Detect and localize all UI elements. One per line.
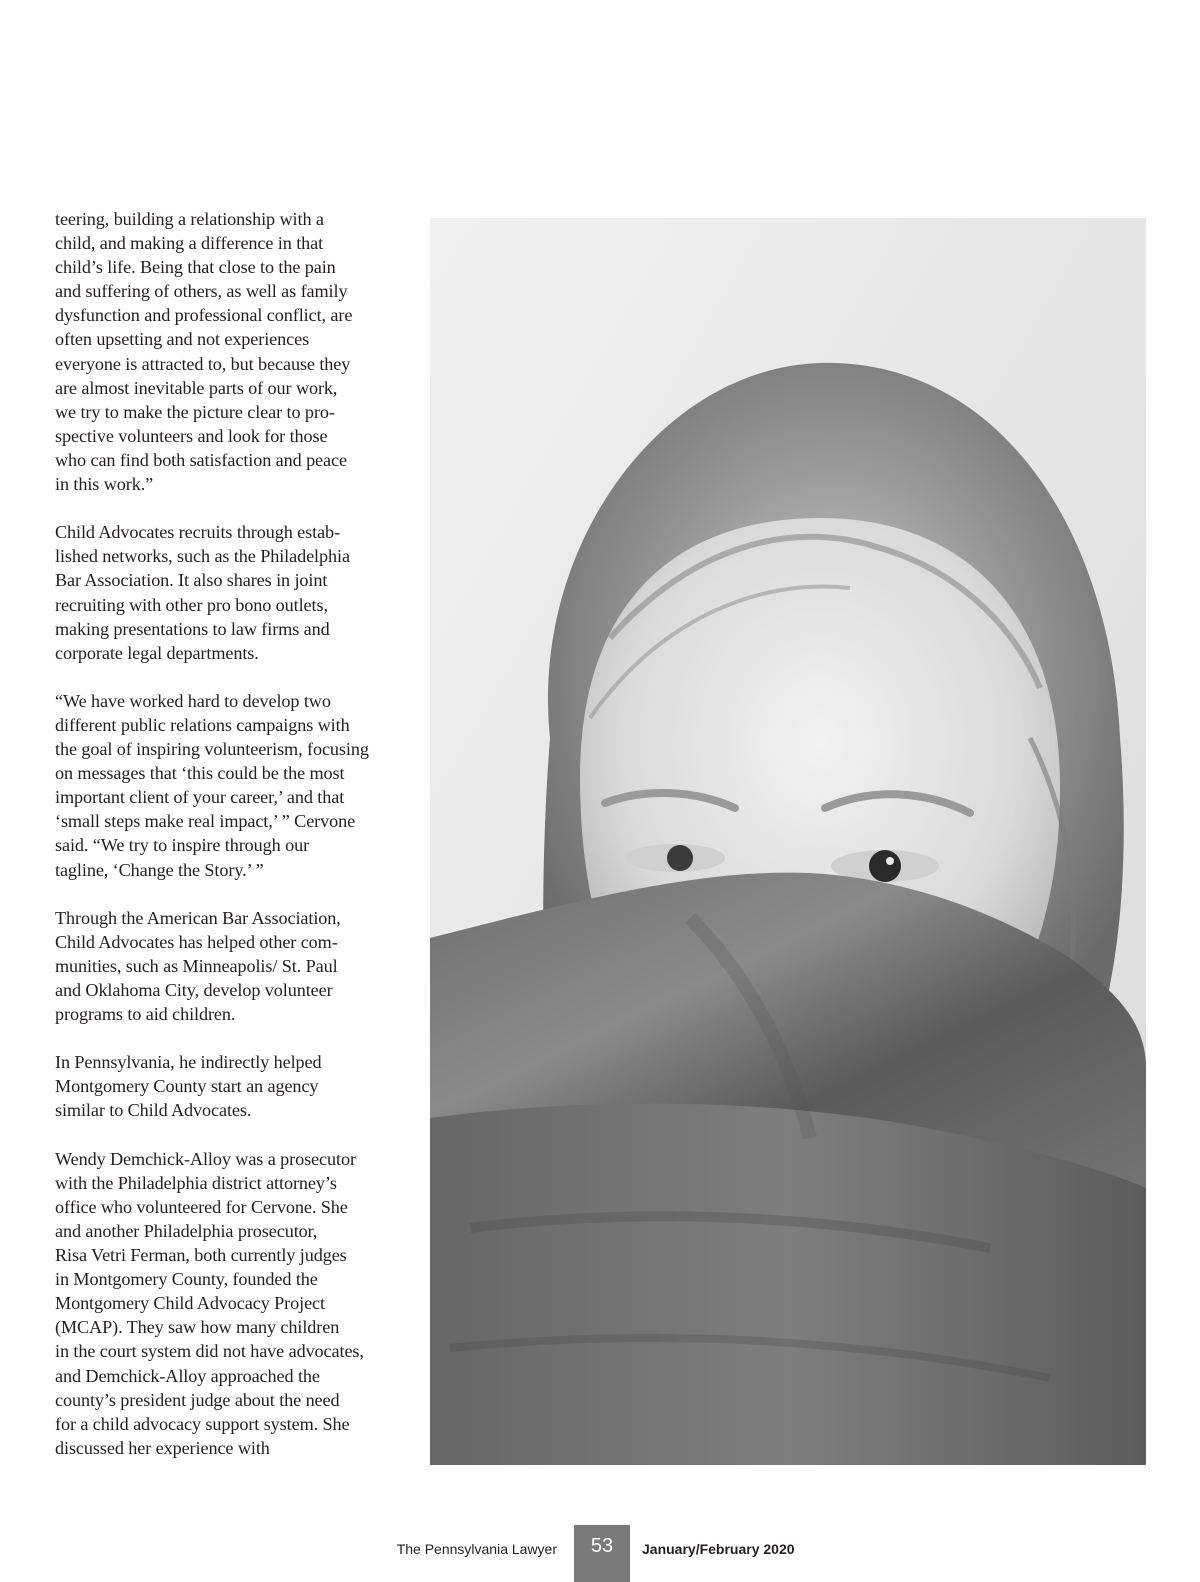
text-line: with the Philadelphia district attorney’s [55, 1172, 337, 1193]
text-line: making presentations to law firms and [55, 618, 330, 639]
article-paragraph-1 [55, 207, 400, 496]
text-line: are almost inevitable parts of our work, [55, 377, 338, 398]
child-portrait-photo [430, 218, 1146, 1465]
article-paragraph-4 [55, 906, 400, 1026]
text-line: teering, building a relationship with a [55, 209, 324, 229]
text-line: and another Philadelphia prosecutor, [55, 1220, 318, 1241]
text-line: important client of your career,’ and that [55, 787, 345, 808]
text-line: (MCAP). They saw how many children [55, 1317, 340, 1338]
article-paragraph-2 [55, 520, 400, 665]
article-paragraph-3 [55, 689, 400, 882]
text-line: everyone is attracted to, but because they [55, 353, 351, 374]
text-line: spective volunteers and look for those [55, 425, 328, 446]
text-line: for a child advocacy support system. She [55, 1413, 350, 1434]
article-text-column [55, 207, 400, 1484]
text-line: we try to make the picture clear to pro- [55, 401, 335, 422]
text-line: often upsetting and not experiences [55, 329, 310, 350]
article-paragraph-5 [55, 1050, 400, 1122]
text-line: child’s life. Being that close to the pain [55, 257, 336, 278]
text-line: recruiting with other pro bono outlets, [55, 594, 328, 615]
text-line: munities, such as Minneapolis/ St. Paul [55, 955, 338, 976]
text-line: county’s president judge about the need [55, 1389, 340, 1410]
text-line: programs to aid children. [55, 1004, 236, 1025]
issue-date: January/February 2020 [642, 1541, 795, 1557]
text-line: on messages that ‘this could be the most [55, 763, 345, 784]
text-line: dysfunction and professional conflict, are [55, 305, 353, 326]
text-line: Bar Association. It also shares in joint [55, 570, 328, 591]
text-line: “We have worked hard to develop two [55, 690, 331, 711]
text-line: and suffering of others, as well as family [55, 281, 348, 302]
text-line: Child Advocates recruits through estab- [55, 522, 341, 543]
child-portrait-illustration [430, 218, 1146, 1465]
text-line: Child Advocates has helped other com- [55, 931, 338, 952]
text-line: child, and making a difference in that [55, 233, 324, 254]
text-line: said. “We try to inspire through our [55, 835, 310, 856]
text-line: Wendy Demchick-Alloy was a prosecutor [55, 1148, 356, 1169]
text-line: Montgomery County start an agency [55, 1076, 319, 1097]
text-line: Through the American Bar Association, [55, 907, 341, 928]
text-line: In Pennsylvania, he indirectly helped [55, 1052, 322, 1073]
text-line: different public relations campaigns with [55, 714, 350, 735]
text-line: corporate legal departments. [55, 642, 259, 663]
text-line: office who volunteered for Cervone. She [55, 1196, 348, 1217]
text-line: discussed her experience with [55, 1437, 270, 1458]
text-line: and Oklahoma City, develop volunteer [55, 980, 333, 1000]
page-number: 53 [574, 1525, 630, 1582]
text-line: similar to Child Advocates. [55, 1100, 252, 1121]
text-line: in Montgomery County, founded the [55, 1269, 318, 1290]
text-line: Risa Vetri Ferman, both currently judges [55, 1245, 347, 1266]
text-line: who can find both satisfaction and peace [55, 449, 347, 470]
text-line: in the court system did not have advocates, [55, 1341, 364, 1362]
text-line: ‘small steps make real impact,’ ” Cervone [55, 811, 356, 832]
sleeve-lower [430, 1104, 1146, 1465]
article-paragraph-6 [55, 1147, 400, 1460]
text-line: and Demchick-Alloy approached the [55, 1365, 320, 1386]
text-line: lished networks, such as the Philadelphia [55, 546, 350, 567]
text-line: the goal of inspiring volunteerism, focusing [55, 739, 369, 760]
text-line: tagline, ‘Change the Story.’ ” [55, 859, 264, 880]
text-line: in this work.” [55, 474, 154, 495]
publication-name: The Pennsylvania Lawyer [396, 1541, 557, 1557]
text-line: Montgomery Child Advocacy Project [55, 1293, 325, 1314]
page-footer [0, 1525, 1200, 1582]
